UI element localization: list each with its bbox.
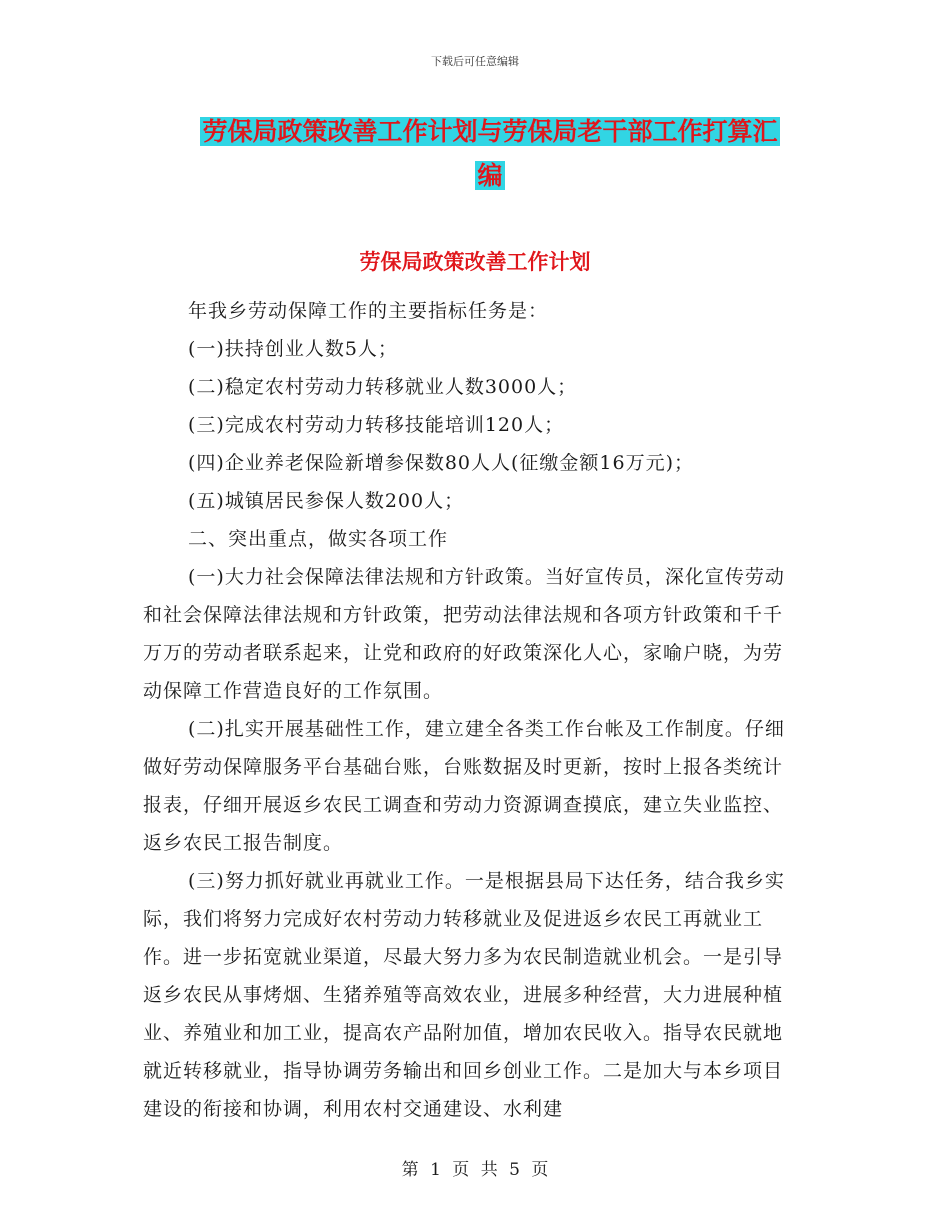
paragraph-basic-work: (二)扎实开展基础性工作，建立建全各类工作台帐及工作制度。仔细做好劳动保障服务平台基础台账，台账数据及时更新，按时上报各类统计报表，仔细开展返乡农民工调查和劳动力资源调查摸底，建立失业监控、返乡农民工报告制度。	[143, 718, 785, 854]
paragraph-item-3: (三)完成农村劳动力转移技能培训120人；	[188, 414, 565, 436]
paragraph-item-1: (一)扶持创业人数5人；	[188, 338, 398, 360]
page-footer: 第 1 页 共 5 页	[401, 1160, 549, 1180]
paragraph-heading-2: 二、突出重点，做实各项工作	[188, 528, 449, 550]
document-title	[140, 110, 840, 198]
paragraph-item-2: (二)稳定农村劳动力转移就业人数3000人；	[188, 376, 578, 398]
section-title: 劳保局政策改善工作计划	[359, 250, 591, 274]
document-title-line2: 编	[477, 161, 503, 190]
paragraph-employment: (三)努力抓好就业再就业工作。一是根据县局下达任务，结合我乡实际，我们将努力完成好农村劳动力转移就业及促进返乡农民工再就业工作。进一步拓宽就业渠道，尽最大努力多为农民制造就业机会。一是引导返乡农民从事烤烟、生猪养殖等高效农业，进展多种经营，大力进展种植业、养殖业和加工业，提高农产品附加值，增加农民收入。指导农民就地就近转移就业，指导协调劳务输出和回乡创业工作。二是加大与本乡项目建设的衔接和协调，利用农村交通建设、水利建	[143, 870, 785, 1120]
header-note: 下载后可任意编辑	[431, 55, 519, 68]
paragraph-item-5: (五)城镇居民参保人数200人；	[188, 490, 465, 512]
document-body	[143, 292, 798, 1128]
paragraph-item-4: (四)企业养老保险新增参保数80人人(征缴金额16万元)；	[188, 452, 695, 474]
paragraph-intro: 年我乡劳动保障工作的主要指标任务是：	[188, 300, 549, 322]
paragraph-policy: (一)大力社会保障法律法规和方针政策。当好宣传员，深化宣传劳动和社会保障法律法规和方针政策，把劳动法律法规和各项方针政策和千千万万的劳动者联系起来，让党和政府的好政策深化人心，家喻户晓，为劳动保障工作营造良好的工作氛围。	[143, 566, 785, 702]
document-title-line1: 劳保局政策改善工作计划与劳保局老干部工作打算汇	[202, 117, 778, 146]
